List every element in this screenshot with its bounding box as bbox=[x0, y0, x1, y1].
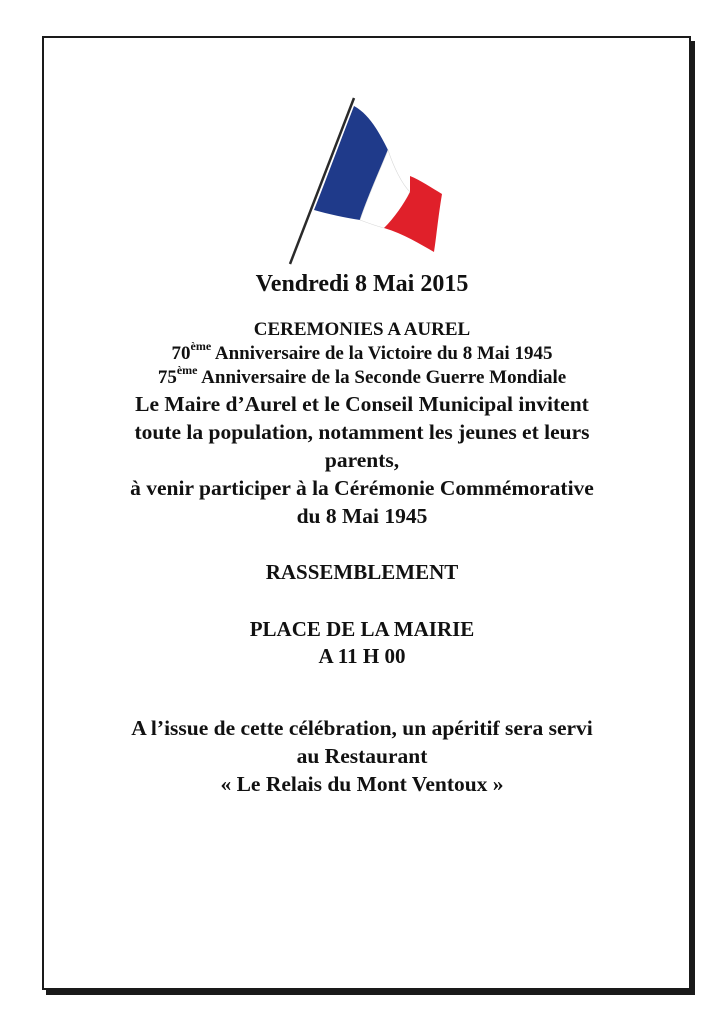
meeting-time: A 11 H 00 bbox=[318, 644, 406, 668]
invitation-line: du 8 Mai 1945 bbox=[296, 504, 428, 528]
invitation-line: parents, bbox=[324, 448, 400, 472]
aperitif-line: A l’issue de cette célébration, un apéritif sera servi bbox=[131, 716, 593, 740]
anniversary-number: 70 bbox=[171, 343, 191, 364]
invitation-line: Le Maire d’Aurel et le Conseil Municipal invitent bbox=[135, 392, 589, 416]
ceremony-title: CEREMONIES A AUREL bbox=[253, 319, 471, 340]
meeting-label: RASSEMBLEMENT bbox=[265, 560, 459, 584]
anniversary-war-line bbox=[0, 362, 724, 390]
invitation-text bbox=[0, 270, 724, 798]
anniversary-text: Anniversaire de la Victoire du 8 Mai 1945 bbox=[211, 343, 553, 364]
restaurant-name: « Le Relais du Mont Ventoux » bbox=[220, 772, 504, 796]
aperitif-line: au Restaurant bbox=[296, 744, 428, 768]
event-date: Vendredi 8 Mai 2015 bbox=[255, 271, 469, 297]
anniversary-number: 75 bbox=[157, 367, 177, 388]
ordinal-suffix: ème bbox=[176, 362, 198, 377]
anniversary-text: Anniversaire de la Seconde Guerre Mondiale bbox=[197, 367, 567, 388]
invitation-line: toute la population, notamment les jeunes et leurs bbox=[134, 420, 590, 444]
french-flag-icon bbox=[284, 92, 454, 272]
ordinal-suffix: ème bbox=[190, 338, 212, 353]
meeting-place: PLACE DE LA MAIRIE bbox=[249, 617, 475, 641]
invitation-line: à venir participer à la Cérémonie Commémorative bbox=[130, 476, 594, 500]
anniversary-victory-line bbox=[0, 338, 724, 366]
